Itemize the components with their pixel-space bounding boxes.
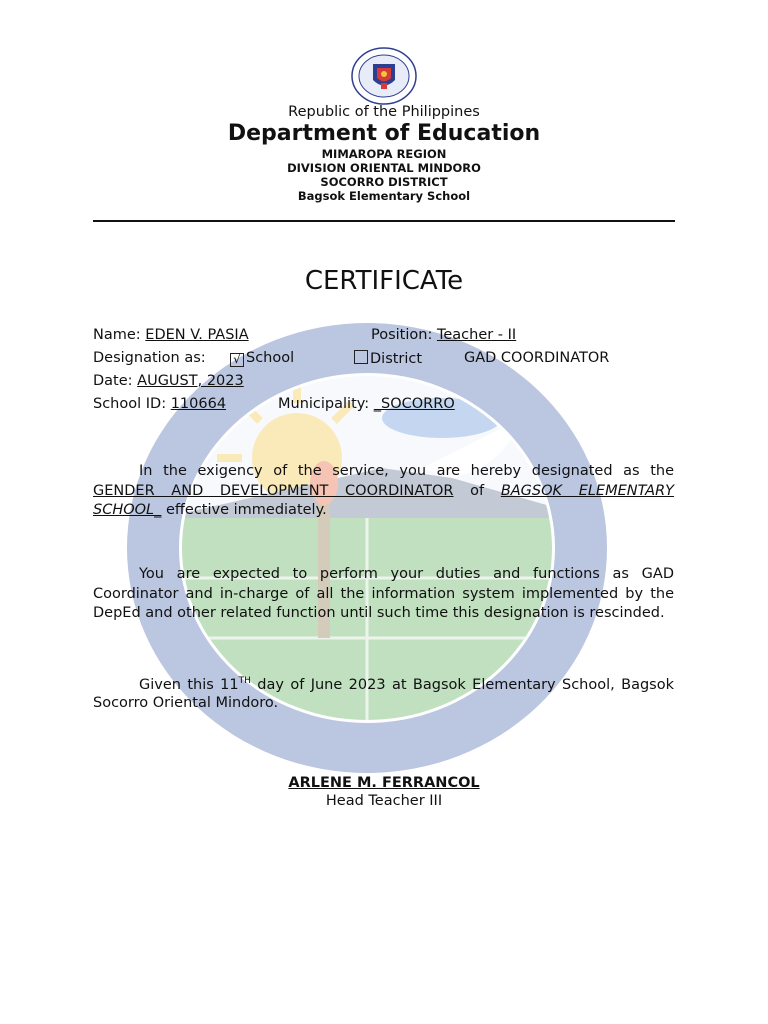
region-line: MIMAROPA REGION bbox=[321, 147, 447, 161]
date-label: Date: bbox=[93, 373, 133, 389]
designation-label: Designation as: bbox=[93, 350, 206, 366]
p1-end: effective immediately. bbox=[166, 502, 327, 518]
duties-paragraph bbox=[93, 565, 674, 624]
republic-line: Republic of the Philippines bbox=[288, 104, 480, 120]
school-option bbox=[230, 350, 294, 367]
position-value: Teacher - II bbox=[436, 327, 517, 343]
p2-text: You are expected to perform your duties and functions as GAD Coordinator and in-charge of all the information system implemented by the DepEd and other related function until such time this designation is rescinded. bbox=[93, 566, 674, 621]
district-line: SOCORRO DISTRICT bbox=[320, 175, 448, 189]
p1-of: of bbox=[470, 482, 485, 499]
school-id-value: 110664 bbox=[170, 396, 227, 412]
p3-start: Given this 11 bbox=[139, 676, 239, 693]
name-field bbox=[93, 327, 249, 343]
designation-role: GAD COORDINATOR bbox=[464, 350, 610, 366]
district-option bbox=[354, 350, 422, 367]
signatory-block bbox=[0, 775, 768, 791]
division-line: DIVISION ORIENTAL MINDORO bbox=[287, 161, 481, 175]
municipality-value: _SOCORRO bbox=[373, 396, 455, 412]
p1-role: GENDER AND DEVELOPMENT COORDINATOR bbox=[93, 482, 454, 499]
deped-seal bbox=[351, 47, 417, 105]
date-field bbox=[93, 373, 244, 389]
school-id-field bbox=[93, 396, 226, 412]
school-line: Bagsok Elementary School bbox=[297, 189, 471, 203]
school-option-label: School bbox=[246, 350, 295, 366]
date-value: AUGUST, 2023 bbox=[137, 373, 244, 389]
signatory-title: Head Teacher III bbox=[325, 793, 443, 809]
district-option-label: District bbox=[370, 351, 423, 367]
p3-end: day of June 2023 at Bagsok Elementary School, Bagsok Socorro Oriental Mindoro. bbox=[93, 676, 674, 711]
position-field bbox=[371, 327, 516, 343]
certificate-title: CERTIFICATe bbox=[304, 266, 464, 296]
department-title: Department of Education bbox=[227, 121, 541, 146]
header-divider bbox=[93, 220, 675, 222]
district-checkbox bbox=[354, 350, 368, 364]
name-value: EDEN V. PASIA bbox=[145, 327, 249, 343]
designation-paragraph bbox=[93, 462, 674, 521]
school-id-label: School ID: bbox=[93, 396, 167, 412]
municipality-field bbox=[278, 396, 455, 412]
signatory-name: ARLENE M. FERRANCOL bbox=[288, 775, 480, 791]
municipality-label: Municipality: bbox=[278, 396, 370, 412]
name-label: Name: bbox=[93, 327, 141, 343]
p1-school: BAGSOK ELEMENTARY SCHOOL_ bbox=[93, 482, 674, 518]
school-checkbox: √ bbox=[230, 353, 244, 367]
given-paragraph bbox=[93, 672, 674, 712]
position-label: Position: bbox=[371, 327, 433, 343]
p3-sup: TH bbox=[238, 676, 251, 686]
p1-start: In the exigency of the service, you are hereby designated as the bbox=[139, 463, 674, 479]
